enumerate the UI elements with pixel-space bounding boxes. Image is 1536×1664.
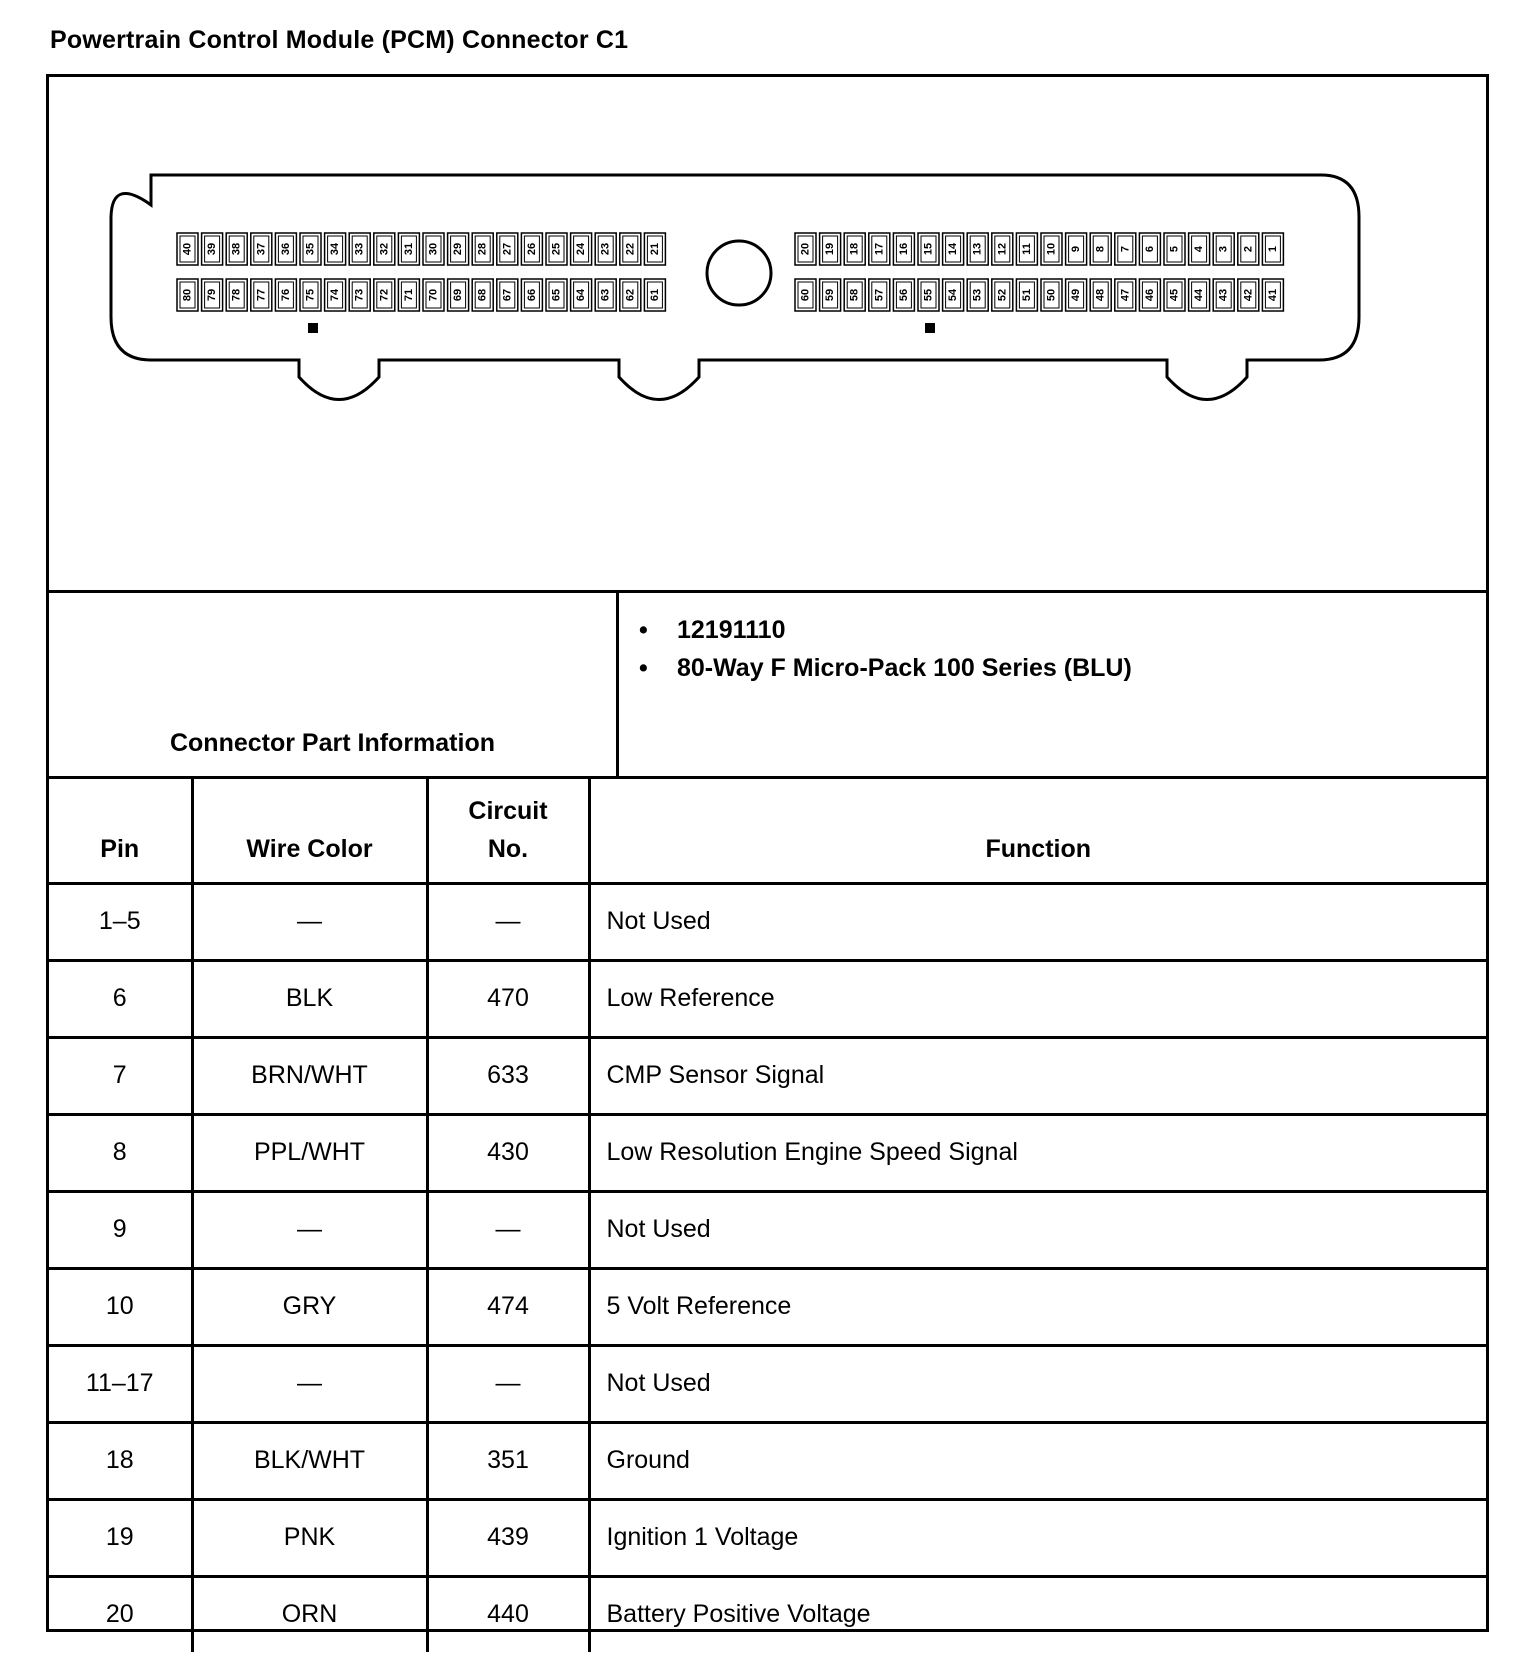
table-row bbox=[49, 1114, 1486, 1191]
connector-sheet bbox=[46, 74, 1489, 1632]
pin-number: 51 bbox=[1020, 288, 1033, 302]
part-info-section bbox=[49, 593, 1486, 779]
table-row bbox=[49, 1422, 1486, 1499]
pin-number: 17 bbox=[873, 242, 886, 256]
wire-color-cell: — bbox=[192, 1345, 427, 1422]
circuit-cell: 470 bbox=[427, 960, 589, 1037]
part-info-label: Connector Part Information bbox=[169, 729, 495, 757]
pin-number: 16 bbox=[897, 242, 910, 256]
pin-number: 8 bbox=[1094, 245, 1107, 253]
pin-number: 42 bbox=[1242, 288, 1255, 302]
pin-cavity bbox=[820, 279, 841, 311]
page-title: Powertrain Control Module (PCM) Connector C1 bbox=[50, 26, 629, 54]
pin-cavity bbox=[1090, 233, 1111, 265]
connector-outline bbox=[111, 175, 1359, 400]
pin-cavity bbox=[349, 233, 370, 265]
pin-number: 62 bbox=[624, 288, 637, 302]
pin-number: 40 bbox=[181, 242, 194, 256]
pin-number: 27 bbox=[501, 242, 514, 256]
function-cell: 5 Volt Reference bbox=[589, 1268, 1486, 1345]
pin-number: 77 bbox=[255, 288, 268, 302]
pin-number: 38 bbox=[230, 242, 243, 256]
pin-number: 33 bbox=[353, 242, 366, 256]
pin-grid bbox=[177, 233, 1283, 311]
pin-cell: 18 bbox=[49, 1422, 192, 1499]
pin-number: 2 bbox=[1242, 245, 1255, 253]
table-row bbox=[49, 1345, 1486, 1422]
wire-color-cell: ORN bbox=[192, 1576, 427, 1652]
pin-number: 55 bbox=[922, 288, 935, 302]
wire-color-cell: — bbox=[192, 1191, 427, 1268]
pin-number: 18 bbox=[848, 242, 861, 256]
pin-number: 50 bbox=[1045, 288, 1058, 302]
function-cell: Low Reference bbox=[589, 960, 1486, 1037]
pin-cavity bbox=[1262, 233, 1283, 265]
pin-cavity bbox=[275, 233, 296, 265]
pin-number: 71 bbox=[402, 288, 415, 302]
connector-diagram bbox=[49, 77, 1486, 593]
pin-cavity bbox=[1164, 233, 1185, 265]
pin-number: 37 bbox=[255, 242, 268, 256]
pin-cavity bbox=[1189, 279, 1210, 311]
pin-cavity bbox=[1090, 279, 1111, 311]
pin-cavity bbox=[374, 233, 395, 265]
pin-cavity bbox=[202, 279, 223, 311]
header-function: Function bbox=[589, 779, 1486, 883]
center-guide-hole bbox=[707, 241, 771, 305]
pin-cavity bbox=[992, 233, 1013, 265]
pin-number: 41 bbox=[1266, 288, 1279, 302]
pin-cavity bbox=[595, 233, 616, 265]
pin-cavity bbox=[251, 279, 272, 311]
table-row bbox=[49, 1499, 1486, 1576]
pin-number: 30 bbox=[427, 242, 440, 256]
function-cell: Battery Positive Voltage bbox=[589, 1576, 1486, 1652]
wire-color-cell: PPL/WHT bbox=[192, 1114, 427, 1191]
pin-number: 53 bbox=[971, 288, 984, 302]
pin-number: 4 bbox=[1193, 245, 1206, 253]
pin-cavity bbox=[1262, 279, 1283, 311]
pin-cavity bbox=[177, 279, 198, 311]
pin-number: 75 bbox=[304, 288, 317, 302]
connector-face-drawing bbox=[49, 77, 1486, 590]
pin-cavity bbox=[521, 279, 542, 311]
pin-number: 49 bbox=[1070, 288, 1083, 302]
circuit-cell: 474 bbox=[427, 1268, 589, 1345]
pin-number: 7 bbox=[1119, 245, 1132, 253]
pin-cavity bbox=[521, 233, 542, 265]
pin-cavity bbox=[546, 233, 567, 265]
pin-number: 48 bbox=[1094, 288, 1107, 302]
pin-number: 73 bbox=[353, 288, 366, 302]
part-info-label-cell bbox=[49, 593, 619, 776]
pin-number: 3 bbox=[1217, 245, 1230, 253]
pin-number: 21 bbox=[648, 242, 661, 256]
pin-cavity bbox=[893, 233, 914, 265]
pin-cell: 7 bbox=[49, 1037, 192, 1114]
pin-number: 32 bbox=[378, 242, 391, 256]
pin-cavity bbox=[448, 233, 469, 265]
pin-number: 15 bbox=[922, 242, 935, 256]
pin-number: 52 bbox=[996, 288, 1009, 302]
pin-cavity bbox=[967, 233, 988, 265]
pin-number: 31 bbox=[402, 242, 415, 256]
header-pin: Pin bbox=[49, 779, 192, 883]
pin-number: 47 bbox=[1119, 288, 1132, 302]
circuit-cell: 439 bbox=[427, 1499, 589, 1576]
pin-cavity bbox=[918, 279, 939, 311]
pin-number: 29 bbox=[452, 242, 465, 256]
function-cell: Not Used bbox=[589, 1191, 1486, 1268]
pin-number: 34 bbox=[329, 242, 342, 256]
pin-number: 57 bbox=[873, 288, 886, 302]
table-row bbox=[49, 1268, 1486, 1345]
pin-number: 36 bbox=[279, 242, 292, 256]
pin-cell: 10 bbox=[49, 1268, 192, 1345]
pin-cavity bbox=[943, 233, 964, 265]
pin-cavity bbox=[820, 233, 841, 265]
pin-cavity bbox=[869, 233, 890, 265]
pin-number: 58 bbox=[848, 288, 861, 302]
pin-number: 70 bbox=[427, 288, 440, 302]
pin-cavity bbox=[202, 233, 223, 265]
pin-one-marker-left bbox=[308, 323, 318, 333]
pin-cavity bbox=[300, 279, 321, 311]
pin-cavity bbox=[1041, 279, 1062, 311]
table-header-row bbox=[49, 779, 1486, 883]
pin-number: 79 bbox=[206, 288, 219, 302]
pin-cavity bbox=[325, 233, 346, 265]
function-cell: CMP Sensor Signal bbox=[589, 1037, 1486, 1114]
pin-cavity bbox=[795, 233, 816, 265]
pin-number: 56 bbox=[897, 288, 910, 302]
pin-number: 39 bbox=[206, 242, 219, 256]
pin-number: 43 bbox=[1217, 288, 1230, 302]
pin-cell: 6 bbox=[49, 960, 192, 1037]
pin-cavity bbox=[644, 233, 665, 265]
pin-number: 23 bbox=[599, 242, 612, 256]
pin-cell: 11–17 bbox=[49, 1345, 192, 1422]
pin-cavity bbox=[869, 279, 890, 311]
pin-number: 74 bbox=[329, 288, 342, 302]
connector-description: • 80-Way F Micro-Pack 100 Series (BLU) bbox=[639, 649, 1132, 687]
pin-number: 65 bbox=[550, 288, 563, 302]
wire-color-cell: GRY bbox=[192, 1268, 427, 1345]
pin-cavity bbox=[472, 279, 493, 311]
pin-cavity bbox=[1213, 233, 1234, 265]
pin-cavity bbox=[795, 279, 816, 311]
pin-number: 67 bbox=[501, 288, 514, 302]
pinout-table bbox=[49, 779, 1486, 1652]
pin-cavity bbox=[1139, 233, 1160, 265]
pin-cavity bbox=[844, 279, 865, 311]
wire-color-cell: BRN/WHT bbox=[192, 1037, 427, 1114]
pin-number: 45 bbox=[1168, 288, 1181, 302]
pin-number: 60 bbox=[799, 288, 812, 302]
pin-number: 46 bbox=[1143, 288, 1156, 302]
pin-cavity bbox=[325, 279, 346, 311]
pin-cavity bbox=[1139, 279, 1160, 311]
pin-cavity bbox=[893, 279, 914, 311]
pin-number: 11 bbox=[1020, 243, 1033, 255]
pin-cavity bbox=[1164, 279, 1185, 311]
pin-number: 26 bbox=[525, 242, 538, 256]
pin-number: 20 bbox=[799, 242, 812, 256]
pin-number: 59 bbox=[824, 288, 837, 302]
pin-cavity bbox=[1066, 279, 1087, 311]
pin-number: 6 bbox=[1143, 245, 1156, 253]
pin-cavity bbox=[844, 233, 865, 265]
circuit-cell: — bbox=[427, 1345, 589, 1422]
pin-number: 13 bbox=[971, 242, 984, 256]
pin-cavity bbox=[251, 233, 272, 265]
pin-cavity bbox=[423, 233, 444, 265]
pin-cavity bbox=[1115, 233, 1136, 265]
pin-cavity bbox=[918, 233, 939, 265]
pin-cavity bbox=[423, 279, 444, 311]
pin-number: 69 bbox=[452, 288, 465, 302]
pin-number: 5 bbox=[1168, 245, 1181, 253]
pin-number: 63 bbox=[599, 288, 612, 302]
pin-cavity bbox=[967, 279, 988, 311]
pin-number: 25 bbox=[550, 242, 563, 256]
pin-cavity bbox=[571, 233, 592, 265]
pin-number: 19 bbox=[824, 242, 837, 256]
pin-cavity bbox=[620, 279, 641, 311]
circuit-cell: — bbox=[427, 1191, 589, 1268]
pin-cavity bbox=[275, 279, 296, 311]
pin-cavity bbox=[497, 279, 518, 311]
header-wire-color: Wire Color bbox=[192, 779, 427, 883]
table-row bbox=[49, 883, 1486, 960]
pin-cavity bbox=[1189, 233, 1210, 265]
part-info-list bbox=[639, 611, 1132, 687]
pin-number: 72 bbox=[378, 288, 391, 302]
header-circuit-line1: Circuit bbox=[468, 796, 548, 825]
pin-cavity bbox=[644, 279, 665, 311]
pin-cell: 1–5 bbox=[49, 883, 192, 960]
pin-number: 76 bbox=[279, 288, 292, 302]
circuit-cell: 430 bbox=[427, 1114, 589, 1191]
pin-cell: 20 bbox=[49, 1576, 192, 1652]
table-row bbox=[49, 960, 1486, 1037]
pin-cavity bbox=[349, 279, 370, 311]
function-cell: Not Used bbox=[589, 883, 1486, 960]
pin-cell: 9 bbox=[49, 1191, 192, 1268]
table-row bbox=[49, 1037, 1486, 1114]
pin-cavity bbox=[943, 279, 964, 311]
wire-color-cell: PNK bbox=[192, 1499, 427, 1576]
pin-cavity bbox=[177, 233, 198, 265]
function-cell: Low Resolution Engine Speed Signal bbox=[589, 1114, 1486, 1191]
pin-number: 64 bbox=[575, 288, 588, 302]
pin-cavity bbox=[1238, 279, 1259, 311]
pin-cell: 8 bbox=[49, 1114, 192, 1191]
pin-number: 14 bbox=[947, 242, 960, 256]
pin-number: 66 bbox=[525, 288, 538, 302]
pin-cavity bbox=[1016, 233, 1037, 265]
pin-cavity bbox=[1016, 279, 1037, 311]
circuit-cell: 440 bbox=[427, 1576, 589, 1652]
wire-color-cell: BLK bbox=[192, 960, 427, 1037]
pin-number: 35 bbox=[304, 242, 317, 256]
pin-number: 80 bbox=[181, 288, 194, 302]
pin-number: 1 bbox=[1266, 245, 1279, 253]
wire-color-cell: BLK/WHT bbox=[192, 1422, 427, 1499]
pin-cell: 19 bbox=[49, 1499, 192, 1576]
header-circuit bbox=[427, 779, 589, 883]
pin-cavity bbox=[546, 279, 567, 311]
pin-cavity bbox=[1041, 233, 1062, 265]
pin-cavity bbox=[374, 279, 395, 311]
pin-number: 61 bbox=[648, 288, 661, 302]
pin-cavity bbox=[226, 279, 247, 311]
pin-cavity bbox=[226, 233, 247, 265]
circuit-cell: 633 bbox=[427, 1037, 589, 1114]
pin-cavity bbox=[595, 279, 616, 311]
pin-one-marker-right bbox=[925, 323, 935, 333]
circuit-cell: 351 bbox=[427, 1422, 589, 1499]
pin-cavity bbox=[398, 279, 419, 311]
pin-cavity bbox=[1238, 233, 1259, 265]
pin-cavity bbox=[1066, 233, 1087, 265]
part-number: • 12191110 bbox=[639, 611, 1132, 649]
table-row bbox=[49, 1576, 1486, 1652]
pin-number: 44 bbox=[1193, 288, 1206, 302]
pin-number: 54 bbox=[947, 288, 960, 302]
pin-number: 10 bbox=[1045, 242, 1058, 256]
pin-number: 9 bbox=[1070, 245, 1083, 253]
pin-cavity bbox=[571, 279, 592, 311]
function-cell: Not Used bbox=[589, 1345, 1486, 1422]
pin-cavity bbox=[1213, 279, 1234, 311]
pin-number: 68 bbox=[476, 288, 489, 302]
function-cell: Ground bbox=[589, 1422, 1486, 1499]
function-cell: Ignition 1 Voltage bbox=[589, 1499, 1486, 1576]
table-row bbox=[49, 1191, 1486, 1268]
pin-number: 22 bbox=[624, 242, 637, 256]
wire-color-cell: — bbox=[192, 883, 427, 960]
pin-cavity bbox=[448, 279, 469, 311]
pin-number: 78 bbox=[230, 288, 243, 302]
pin-number: 24 bbox=[575, 242, 588, 256]
pin-cavity bbox=[1115, 279, 1136, 311]
pin-number: 28 bbox=[476, 242, 489, 256]
header-circuit-line2: No. bbox=[487, 834, 529, 863]
pin-cavity bbox=[472, 233, 493, 265]
pin-cavity bbox=[398, 233, 419, 265]
pin-cavity bbox=[620, 233, 641, 265]
pin-cavity bbox=[992, 279, 1013, 311]
circuit-cell: — bbox=[427, 883, 589, 960]
pin-cavity bbox=[497, 233, 518, 265]
pin-cavity bbox=[300, 233, 321, 265]
pin-number: 12 bbox=[996, 242, 1009, 256]
